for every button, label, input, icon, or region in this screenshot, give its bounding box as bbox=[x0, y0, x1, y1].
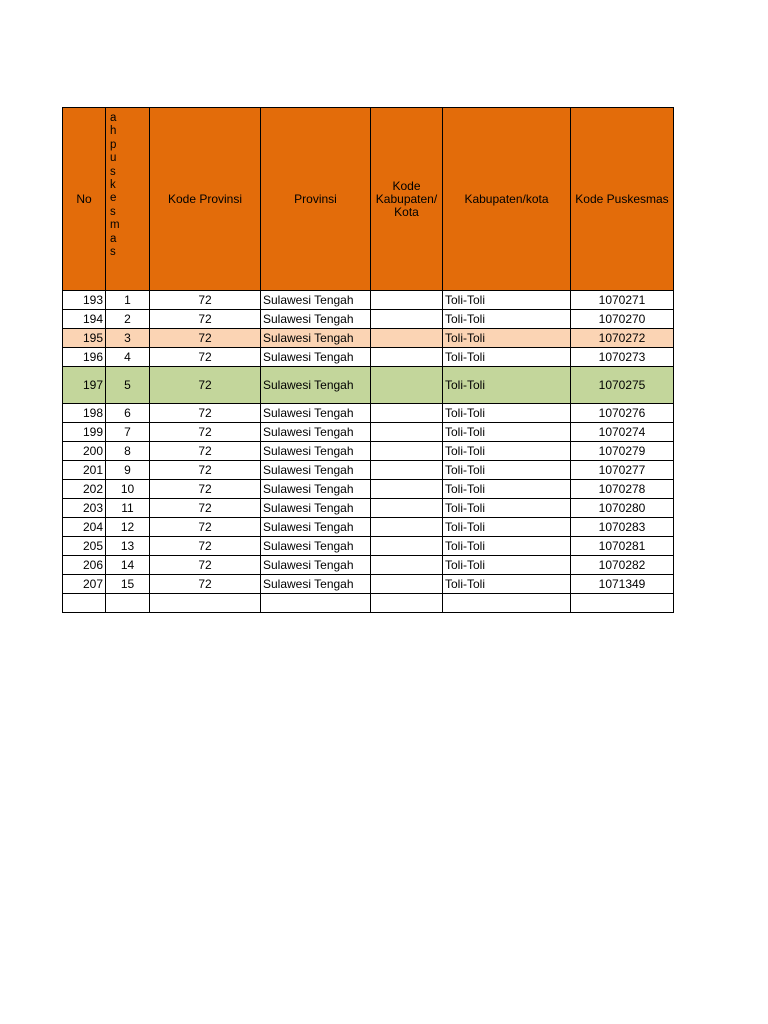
cell-kode-puskesmas: 1070274 bbox=[571, 423, 674, 442]
table-row bbox=[63, 367, 674, 404]
header-jumlah-puskesmas bbox=[106, 108, 150, 291]
cell-jumlah-puskesmas: 4 bbox=[106, 348, 150, 367]
cell-kode-provinsi: 72 bbox=[150, 480, 261, 499]
cell-kode-kabupaten-kota bbox=[371, 518, 443, 537]
cell-no: 201 bbox=[63, 461, 106, 480]
cell-jumlah-puskesmas: 1 bbox=[106, 291, 150, 310]
table-row bbox=[63, 575, 674, 594]
table-row bbox=[63, 442, 674, 461]
header-kode-kabupaten-kota: Kode Kabupaten/ Kota bbox=[371, 108, 443, 291]
cell-jumlah-puskesmas: 14 bbox=[106, 556, 150, 575]
cell-kabupaten-kota: Toli-Toli bbox=[443, 367, 571, 404]
cell-kode-puskesmas: 1070272 bbox=[571, 329, 674, 348]
cell-kode-puskesmas: 1070280 bbox=[571, 499, 674, 518]
cell-provinsi: Sulawesi Tengah bbox=[261, 537, 371, 556]
cell-no: 196 bbox=[63, 348, 106, 367]
cell-no: 197 bbox=[63, 367, 106, 404]
header-provinsi: Provinsi bbox=[261, 108, 371, 291]
header-kode-provinsi: Kode Provinsi bbox=[150, 108, 261, 291]
cell-provinsi: Sulawesi Tengah bbox=[261, 348, 371, 367]
cell-provinsi: Sulawesi Tengah bbox=[261, 480, 371, 499]
cell-kabupaten-kota: Toli-Toli bbox=[443, 442, 571, 461]
cell-jumlah-puskesmas: 8 bbox=[106, 442, 150, 461]
cell-jumlah-puskesmas: 5 bbox=[106, 367, 150, 404]
cell-no: 199 bbox=[63, 423, 106, 442]
cell-jumlah-puskesmas: 2 bbox=[106, 310, 150, 329]
cell-kabupaten-kota: Toli-Toli bbox=[443, 348, 571, 367]
cell-kode-provinsi: 72 bbox=[150, 556, 261, 575]
cell-no: 207 bbox=[63, 575, 106, 594]
cell-jumlah-puskesmas: 6 bbox=[106, 404, 150, 423]
cell-provinsi: Sulawesi Tengah bbox=[261, 575, 371, 594]
cell-provinsi: Sulawesi Tengah bbox=[261, 291, 371, 310]
cell-kode-kabupaten-kota bbox=[371, 537, 443, 556]
cell-kode-puskesmas: 1070271 bbox=[571, 291, 674, 310]
cell-kode-provinsi: 72 bbox=[150, 423, 261, 442]
table-row bbox=[63, 404, 674, 423]
header-row bbox=[63, 108, 674, 291]
cell-kode-kabupaten-kota bbox=[371, 404, 443, 423]
cell-provinsi: Sulawesi Tengah bbox=[261, 404, 371, 423]
cell-kode-puskesmas: 1070277 bbox=[571, 461, 674, 480]
cell-kode-provinsi: 72 bbox=[150, 442, 261, 461]
cell-jumlah-puskesmas: 13 bbox=[106, 537, 150, 556]
cell-kode-provinsi: 72 bbox=[150, 404, 261, 423]
cell-jumlah-puskesmas bbox=[106, 594, 150, 613]
cell-kode-kabupaten-kota bbox=[371, 499, 443, 518]
table-row bbox=[63, 310, 674, 329]
cell-provinsi: Sulawesi Tengah bbox=[261, 329, 371, 348]
cell-provinsi: Sulawesi Tengah bbox=[261, 442, 371, 461]
cell-kabupaten-kota: Toli-Toli bbox=[443, 291, 571, 310]
cell-kode-puskesmas: 1070273 bbox=[571, 348, 674, 367]
cell-jumlah-puskesmas: 10 bbox=[106, 480, 150, 499]
cell-kode-provinsi: 72 bbox=[150, 348, 261, 367]
cell-kabupaten-kota: Toli-Toli bbox=[443, 480, 571, 499]
cell-kode-kabupaten-kota bbox=[371, 575, 443, 594]
cell-kode-kabupaten-kota bbox=[371, 461, 443, 480]
cell-kode-kabupaten-kota bbox=[371, 442, 443, 461]
cell-kabupaten-kota: Toli-Toli bbox=[443, 499, 571, 518]
cell-kode-kabupaten-kota bbox=[371, 310, 443, 329]
cell-no: 193 bbox=[63, 291, 106, 310]
cell-kode-kabupaten-kota bbox=[371, 594, 443, 613]
table-row bbox=[63, 499, 674, 518]
cell-jumlah-puskesmas: 3 bbox=[106, 329, 150, 348]
table-row bbox=[63, 423, 674, 442]
cell-provinsi: Sulawesi Tengah bbox=[261, 367, 371, 404]
cell-kode-kabupaten-kota bbox=[371, 480, 443, 499]
cell-kode-provinsi: 72 bbox=[150, 329, 261, 348]
cell-provinsi: Sulawesi Tengah bbox=[261, 423, 371, 442]
cell-kabupaten-kota: Toli-Toli bbox=[443, 329, 571, 348]
cell-provinsi: Sulawesi Tengah bbox=[261, 310, 371, 329]
header-no: No bbox=[63, 108, 106, 291]
cell-kode-kabupaten-kota bbox=[371, 291, 443, 310]
cell-jumlah-puskesmas: 15 bbox=[106, 575, 150, 594]
cell-provinsi: Sulawesi Tengah bbox=[261, 518, 371, 537]
table-row bbox=[63, 480, 674, 499]
table-row bbox=[63, 556, 674, 575]
cell-no: 202 bbox=[63, 480, 106, 499]
cell-kode-provinsi: 72 bbox=[150, 537, 261, 556]
cell-kode-provinsi: 72 bbox=[150, 499, 261, 518]
cell-kode-puskesmas: 1070282 bbox=[571, 556, 674, 575]
table-header bbox=[63, 108, 674, 291]
cell-provinsi: Sulawesi Tengah bbox=[261, 499, 371, 518]
cell-kode-puskesmas: 1070278 bbox=[571, 480, 674, 499]
cell-kode-provinsi bbox=[150, 594, 261, 613]
cell-no: 204 bbox=[63, 518, 106, 537]
cell-kode-kabupaten-kota bbox=[371, 367, 443, 404]
cell-no bbox=[63, 594, 106, 613]
cell-kabupaten-kota: Toli-Toli bbox=[443, 310, 571, 329]
puskesmas-table bbox=[62, 107, 674, 613]
cell-no: 195 bbox=[63, 329, 106, 348]
cell-kode-puskesmas: 1070279 bbox=[571, 442, 674, 461]
cell-kode-kabupaten-kota bbox=[371, 556, 443, 575]
cell-kabupaten-kota: Toli-Toli bbox=[443, 461, 571, 480]
cell-kabupaten-kota: Toli-Toli bbox=[443, 556, 571, 575]
cell-kabupaten-kota bbox=[443, 594, 571, 613]
header-kode-puskesmas: Kode Puskesmas bbox=[571, 108, 674, 291]
cell-no: 203 bbox=[63, 499, 106, 518]
cell-kode-puskesmas: 1070276 bbox=[571, 404, 674, 423]
cell-kabupaten-kota: Toli-Toli bbox=[443, 575, 571, 594]
cell-kode-puskesmas: 1070283 bbox=[571, 518, 674, 537]
cell-no: 200 bbox=[63, 442, 106, 461]
cell-kabupaten-kota: Toli-Toli bbox=[443, 423, 571, 442]
header-jumlah-puskesmas-label: ah puskesmas bbox=[110, 112, 120, 259]
cell-jumlah-puskesmas: 9 bbox=[106, 461, 150, 480]
cell-kode-provinsi: 72 bbox=[150, 310, 261, 329]
cell-kode-provinsi: 72 bbox=[150, 518, 261, 537]
cell-kode-provinsi: 72 bbox=[150, 367, 261, 404]
cell-provinsi: Sulawesi Tengah bbox=[261, 556, 371, 575]
cell-jumlah-puskesmas: 12 bbox=[106, 518, 150, 537]
cell-kode-kabupaten-kota bbox=[371, 329, 443, 348]
table-row bbox=[63, 461, 674, 480]
table-row bbox=[63, 291, 674, 310]
cell-kabupaten-kota: Toli-Toli bbox=[443, 404, 571, 423]
table-body bbox=[63, 291, 674, 613]
cell-no: 194 bbox=[63, 310, 106, 329]
cell-jumlah-puskesmas: 7 bbox=[106, 423, 150, 442]
cell-kode-kabupaten-kota bbox=[371, 423, 443, 442]
cell-kode-provinsi: 72 bbox=[150, 461, 261, 480]
cell-kode-puskesmas: 1071349 bbox=[571, 575, 674, 594]
cell-no: 206 bbox=[63, 556, 106, 575]
table-row bbox=[63, 518, 674, 537]
table-row bbox=[63, 348, 674, 367]
table-row bbox=[63, 537, 674, 556]
table-row bbox=[63, 329, 674, 348]
cell-kabupaten-kota: Toli-Toli bbox=[443, 537, 571, 556]
cell-kode-puskesmas: 1070281 bbox=[571, 537, 674, 556]
cell-kode-kabupaten-kota bbox=[371, 348, 443, 367]
cell-no: 198 bbox=[63, 404, 106, 423]
cell-kode-puskesmas: 1070270 bbox=[571, 310, 674, 329]
cell-kode-provinsi: 72 bbox=[150, 575, 261, 594]
cell-no: 205 bbox=[63, 537, 106, 556]
header-kabupaten-kota: Kabupaten/kota bbox=[443, 108, 571, 291]
cell-jumlah-puskesmas: 11 bbox=[106, 499, 150, 518]
cell-provinsi: Sulawesi Tengah bbox=[261, 461, 371, 480]
cell-kode-provinsi: 72 bbox=[150, 291, 261, 310]
cell-provinsi bbox=[261, 594, 371, 613]
cell-kode-puskesmas: 1070275 bbox=[571, 367, 674, 404]
cell-kode-puskesmas bbox=[571, 594, 674, 613]
table-row bbox=[63, 594, 674, 613]
cell-kabupaten-kota: Toli-Toli bbox=[443, 518, 571, 537]
